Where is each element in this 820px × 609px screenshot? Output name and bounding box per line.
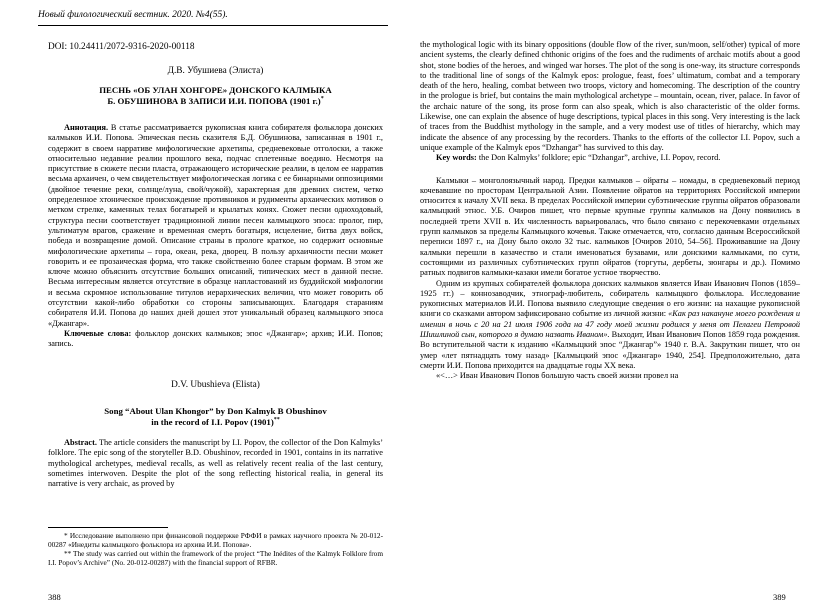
journal-header: Новый филологический вестник. 2020. №4(55).: [38, 10, 228, 20]
keywords-en-label: Key words:: [436, 153, 477, 163]
title-ru: [48, 85, 383, 107]
footnote-rule: [48, 527, 168, 528]
page-number-right: 389: [773, 592, 786, 602]
author-ru: Д.В. Убушиева (Элиста): [167, 66, 264, 76]
title-en: [48, 406, 383, 428]
abstract-ru-text: В статье рассматривается рукописная книга собирателя фольклора донских калмыков И.И. Попова. Эпическая песнь сказителя Б.Д. Обушинова, записанная в 1901 г., содержит в своем нарративе мифологические архетипы, средневековые отголоски, а также относительно недавние реалии прошлого века, подчас сплетенные воедино. Несмотря на присутствие в сюжете песни пласта, отражающего исторические реалии, в целом ее нарратив весьма архаичен, о чем свидетельствует мифологическая логика с ее бинарными оппозициями (двойное течение реки, солнце/луна, свой/чужой), характерная для древних систем, четко определенное хтоническое происхождение противников и рудименты архаических мотивов о метком стрелке, каменных телах богатырей и крылатых конях. Сюжет песни одноходовый, структура песни соответствует традиционной линии песен калмыцкого эпоса: пролог, пир, ультиматум врагов, сражение и временная смерть богатыря, исцеление, битва двух войск, победа и возвращение домой. Описание страны в прологе краткое, но содержит основные мифологические архетипы – гора, океан, река, дворец. В пользу архаичности песни может говорить и ее прозаическая форма, что также свойственно более старым формам. В этом же ключе можно объяснить отсутствие больших описаний, типических мест в данной песне. Весьма интересным является отсутствие в образце напластований из буддийской мифологии и весьма скромное использование титулов иерархических величин, что может говорить об отсутствии какой-либо обработки со стороны записывающих. Благодаря стараниям собирателя И.И. Попова до наших дней дошел этот уникальный образец калмыцкого эпоса «Джангар».: [48, 123, 384, 328]
title-ru-footnote-mark: *: [320, 96, 324, 103]
keywords-ru-label: Ключевые слова:: [64, 328, 132, 338]
doi: DOI: 10.24411/2072-9316-2020-00118: [48, 42, 195, 52]
body-paragraph-1: Калмыки – монголоязычный народ. Предки калмыков – ойраты – номады, в средневековый период кочевавшие по просторам Центральной Азии. Появление ойратов на территориях Российской империи относится к началу XVII века. В пределах Российской империи субэтнические группы ойратов образовали калмыцкий этнос. У.Б. Очиров пишет, что первые крупные группы калмыков на Дону появились в последней трети XVII в. Их численность варьировалась, что было связано с перекочевками отдельных групп калмыков за пределы Калмыцкого кочевья. Также отмечается, что, согласно данным Всероссийской переписи 1897 г., на Дону было около 32 тыс. калмыков [Очиров 2010, 54–56]. Проживавшие на Дону калмыки перешли в казачество и стали именоваться бузавами, или донскими калмыками, по сути, состоящими из различных субэтнических групп ойратов (торгуты, дербеты, зюнгары и др.). Помимо ратных подвигов калмыки-казаки имели богатое устное творчество.: [420, 175, 800, 278]
footnote-2: ** The study was carried out within the framework of the project “The Inédites of the Kalmyk Folklore from I.I. Popov’s Archive” (No. 20-012-00287) with the financial support of RFBR.: [48, 549, 383, 567]
footnotes: [48, 531, 383, 567]
left-page: [0, 0, 400, 609]
abstract-ru-label: Аннотация.: [64, 123, 109, 132]
title-ru-line1: ПЕСНЬ «ОБ УЛАН ХОНГОРЕ» ДОНСКОГО КАЛМЫКА: [99, 85, 332, 95]
body-paragraph-3: «<…> Иван Иванович Попов большую часть своей жизни провел на: [436, 371, 679, 381]
abstract-en-text: The article considers the manuscript by I.I. Popov, the collector of the Don Kalmyks’ folklore. The epic song of the storyteller B.D. Obushinov, recorded in 1901, contains in its narrative mythological archetypes, medieval recalls, as well as relatively recent realia of the last century, sometimes interwoven. Despite the plot of the song reflecting historical realia, in general its narrative is very archaic, as proved by: [48, 438, 383, 489]
body-paragraph-2: Одним из крупных собирателей фольклора донских калмыков является Иван Иванович Попов (1859–1925 гг.) – коннозаводчик, этнограф-любитель, собиратель калмыцкого фольклора. Исследование рукописных материалов И.И. Попова выявило следующие сведения о его жизни: на нахащие рукописной книги со сказками автором зафиксировано событие из личной жизни: «Как раз накануне моего рождения и именин в ночь с 20 на 21 июля 1906 года на 47 году моей жизни родился у меня от Пелагеи Петровой Шишлиной сын, которого я думаю назвать Иваном». Выходит, Иван Иванович Попов 1859 года рождения. Во вступительной части к изданию «Калмыцкий эпос “Джангар”» 1940 г. В.А. Закруткин пишет, что он умер «лет пятнадцать тому назад» [Калмыцкий эпос «Джангар» 1940, 254]. Предположительно, дата смерти И.И. Попова приходится на двадцатые годы XX века.: [420, 278, 801, 370]
right-page: [405, 0, 820, 609]
spacer: [420, 164, 800, 176]
keywords-en-text: the Don Kalmyks’ folklore; epic “Dzhangar”, archive, I.I. Popov, record.: [478, 153, 721, 163]
right-column: [420, 40, 800, 382]
title-ru-line2: Б. ОБУШИНОВА В ЗАПИСИ И.И. ПОПОВА (1901 г.)*: [107, 96, 324, 106]
page-number-left: 388: [48, 592, 61, 602]
header-rule: [38, 25, 388, 26]
title-en-line1: Song “About Ulan Khongor” by Don Kalmyk B Obushinov: [104, 406, 327, 416]
author-en: D.V. Ubushieva (Elista): [171, 380, 260, 390]
abstract-en-continued: the mythological logic with its binary oppositions (double flow of the river, sun/moon, self/other) typical of more ancient systems, the clearly defined chthonic origins of the foes and the rudiments of archaic motifs about a good shot, stone bodies of the heroes, and winged war horses. The plot of the song is one-way, its structure corresponds to the traditional line of songs of the Kalmyk epos: prologue, feast, foes’ ultimatum, combat and a temporary death of the hero, healing, combat between two troops, victory and homecoming. The description of the country in the prologue is brief, but contains the main mythological archetype – mountain, ocean, river, palace. In favor of the archaic nature of the song, its prose form can also speak, which is also characteristic of the older forms. Likewise, one can explain the absence of huge descriptions, typical places in this song. Very interesting is the lack of traces from the Buddhist mythology in the sample, and a very modest use of titles of hierarchy, which may indicate the absence of any processing by the recorders. Thanks to the efforts of the collector I.I. Popov, such a unique example of the Kalmyk epos “Dzhangar” has survived to this day.: [420, 40, 800, 152]
body-quote: «Как раз накануне моего рождения и именин в ночь с 20 на 21 июля 1906 года на 47 году моей жизни родился у меня от Пелагеи Петровой Шишлиной сын, которого я думаю назвать Иваном».: [420, 309, 800, 340]
title-en-footnote-mark: **: [273, 417, 280, 424]
abstract-ru: [48, 123, 383, 350]
footnote-1: * Исследование выполнено при финансовой поддержке РФФИ в рамках научного проекта № 20-012-00287 «Инедиты калмыцкого фольклора из архива И.И. Попова».: [48, 531, 383, 549]
keywords-ru-text: фольклор донских калмыков; эпос «Джангар»; архив; И.И. Попов; запись.: [48, 328, 383, 349]
title-en-line2: in the record of I.I. Popov (1901)**: [151, 417, 280, 427]
abstract-en-label: Abstract.: [64, 438, 97, 447]
abstract-en-start: [48, 438, 383, 489]
